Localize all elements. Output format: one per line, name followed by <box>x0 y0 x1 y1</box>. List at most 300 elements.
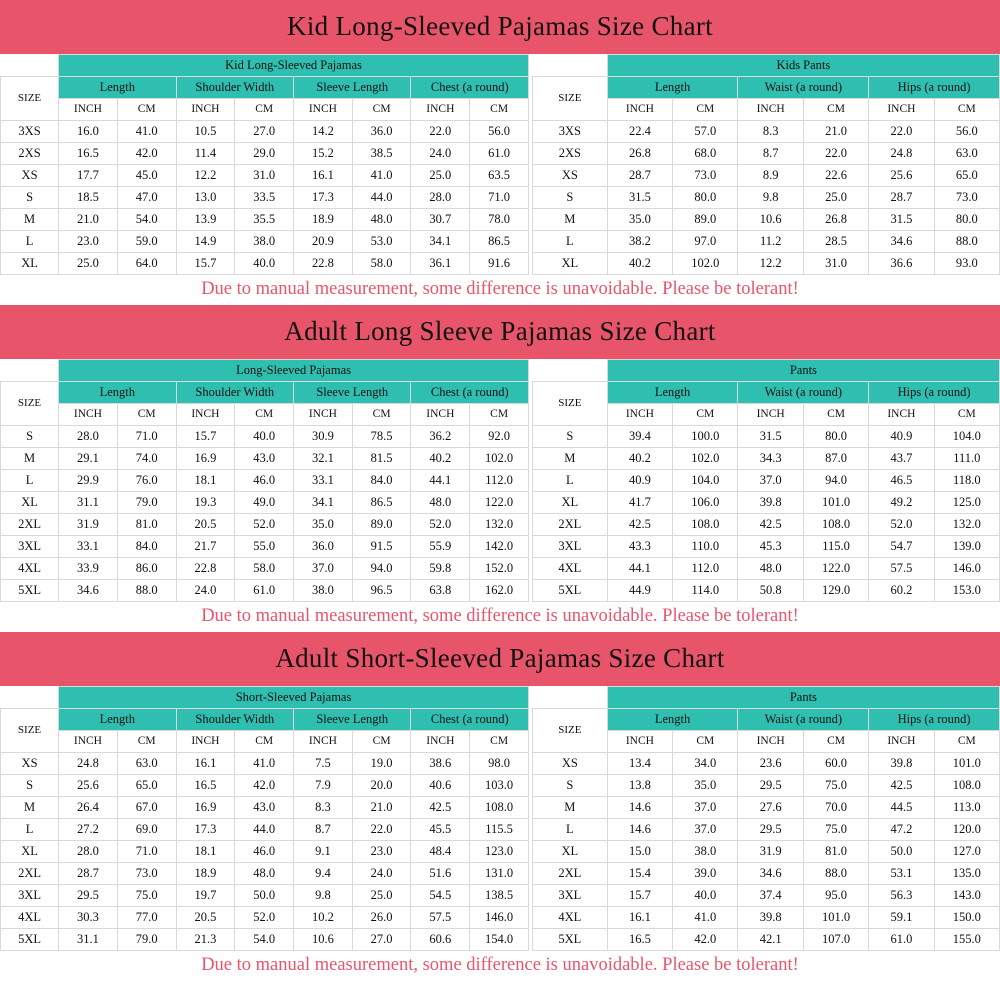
measurement-cell: 52.0 <box>235 514 294 536</box>
measurement-cell: 31.1 <box>59 492 118 514</box>
measurement-cell: 81.0 <box>117 514 176 536</box>
measurement-cell: 42.5 <box>738 514 803 536</box>
measurement-cell: 9.1 <box>294 841 353 863</box>
measurement-cell: 122.0 <box>803 558 868 580</box>
measurement-cell: 29.9 <box>59 470 118 492</box>
table-row <box>1 929 529 951</box>
measurement-cell: 37.4 <box>738 885 803 907</box>
unit-header: CM <box>117 99 176 121</box>
measurement-cell: 29.5 <box>738 819 803 841</box>
table-row <box>533 580 1000 602</box>
row-size-label: 4XL <box>533 907 608 929</box>
table-corner-blank <box>533 687 608 709</box>
measurement-cell: 76.0 <box>117 470 176 492</box>
unit-header: INCH <box>869 404 934 426</box>
table-row <box>1 143 529 165</box>
measurement-cell: 65.0 <box>117 775 176 797</box>
measurement-cell: 17.3 <box>176 819 235 841</box>
group-header: Chest (a round) <box>411 709 529 731</box>
measurement-cell: 33.1 <box>59 536 118 558</box>
measurement-cell: 61.0 <box>470 143 529 165</box>
measurement-cell: 42.1 <box>738 929 803 951</box>
table-row <box>533 143 1000 165</box>
row-size-label: XL <box>1 492 59 514</box>
measurement-cell: 9.8 <box>294 885 353 907</box>
chart-section <box>0 0 1000 305</box>
measurement-cell: 84.0 <box>117 536 176 558</box>
row-size-label: S <box>1 426 59 448</box>
unit-header: INCH <box>738 99 803 121</box>
measurement-cell: 113.0 <box>934 797 999 819</box>
measurement-cell: 12.2 <box>738 253 803 275</box>
measurement-cell: 44.9 <box>607 580 672 602</box>
row-size-label: L <box>1 231 59 253</box>
table-row <box>533 907 1000 929</box>
table-row <box>533 797 1000 819</box>
measurement-cell: 31.5 <box>607 187 672 209</box>
measurement-cell: 15.7 <box>607 885 672 907</box>
measurement-cell: 162.0 <box>470 580 529 602</box>
measurement-cell: 34.6 <box>738 863 803 885</box>
size-table-right <box>532 686 1000 951</box>
table-row <box>1 231 529 253</box>
measurement-cell: 16.1 <box>607 907 672 929</box>
measurement-cell: 71.0 <box>470 187 529 209</box>
measurement-cell: 16.0 <box>59 121 118 143</box>
unit-header: CM <box>470 731 529 753</box>
row-size-label: L <box>1 470 59 492</box>
unit-header: CM <box>934 99 999 121</box>
row-size-label: 2XL <box>533 863 608 885</box>
measurement-cell: 59.0 <box>117 231 176 253</box>
measurement-cell: 15.2 <box>294 143 353 165</box>
measurement-cell: 36.0 <box>294 536 353 558</box>
measurement-cell: 102.0 <box>470 448 529 470</box>
measurement-cell: 30.7 <box>411 209 470 231</box>
measurement-cell: 10.6 <box>294 929 353 951</box>
measurement-cell: 10.5 <box>176 121 235 143</box>
measurement-cell: 61.0 <box>235 580 294 602</box>
measurement-cell: 73.0 <box>673 165 738 187</box>
table-row <box>1 253 529 275</box>
unit-header: INCH <box>176 99 235 121</box>
measurement-cell: 38.5 <box>352 143 411 165</box>
right-table-wrap <box>532 54 1000 275</box>
measurement-cell: 28.7 <box>869 187 934 209</box>
section-banner-title: Kid Long-Sleeved Pajamas Size Chart <box>0 0 1000 54</box>
row-size-label: XS <box>1 165 59 187</box>
measurement-cell: 24.8 <box>59 753 118 775</box>
left-table-wrap <box>0 359 529 602</box>
measurement-cell: 44.1 <box>411 470 470 492</box>
measurement-cell: 112.0 <box>673 558 738 580</box>
size-column-header: SIZE <box>1 77 59 121</box>
table-row <box>533 536 1000 558</box>
measurement-cell: 63.0 <box>934 143 999 165</box>
table-row <box>533 209 1000 231</box>
measurement-cell: 23.6 <box>738 753 803 775</box>
measurement-cell: 25.0 <box>352 885 411 907</box>
measurement-cell: 37.0 <box>673 797 738 819</box>
measurement-cell: 22.0 <box>869 121 934 143</box>
measurement-cell: 48.0 <box>738 558 803 580</box>
measurement-cell: 103.0 <box>470 775 529 797</box>
measurement-cell: 111.0 <box>934 448 999 470</box>
measurement-cell: 65.0 <box>934 165 999 187</box>
measurement-cell: 8.7 <box>738 143 803 165</box>
measurement-cell: 107.0 <box>803 929 868 951</box>
measurement-cell: 51.6 <box>411 863 470 885</box>
measurement-cell: 38.0 <box>235 231 294 253</box>
row-size-label: 3XL <box>533 536 608 558</box>
unit-header: CM <box>673 99 738 121</box>
measurement-cell: 79.0 <box>117 929 176 951</box>
row-size-label: 5XL <box>533 580 608 602</box>
measurement-cell: 28.0 <box>411 187 470 209</box>
measurement-cell: 15.7 <box>176 426 235 448</box>
measurement-cell: 57.5 <box>869 558 934 580</box>
unit-header: INCH <box>176 731 235 753</box>
table-row <box>1 841 529 863</box>
measurement-cell: 63.5 <box>470 165 529 187</box>
measurement-cell: 70.0 <box>803 797 868 819</box>
size-column-header: SIZE <box>533 77 608 121</box>
right-table-wrap <box>532 359 1000 602</box>
measurement-cell: 32.1 <box>294 448 353 470</box>
measurement-cell: 19.3 <box>176 492 235 514</box>
measurement-cell: 20.0 <box>352 775 411 797</box>
table-corner-blank <box>1 360 59 382</box>
measurement-cell: 10.2 <box>294 907 353 929</box>
group-header: Waist (a round) <box>738 709 869 731</box>
table-row <box>533 753 1000 775</box>
measurement-cell: 59.1 <box>869 907 934 929</box>
row-size-label: S <box>533 426 608 448</box>
measurement-cell: 31.9 <box>738 841 803 863</box>
table-row <box>1 165 529 187</box>
row-size-label: S <box>1 775 59 797</box>
measurement-cell: 30.3 <box>59 907 118 929</box>
measurement-cell: 48.0 <box>235 863 294 885</box>
table-row <box>1 492 529 514</box>
measurement-cell: 20.5 <box>176 514 235 536</box>
group-header: Length <box>59 77 176 99</box>
measurement-cell: 114.0 <box>673 580 738 602</box>
measurement-cell: 16.9 <box>176 797 235 819</box>
measurement-cell: 56.0 <box>470 121 529 143</box>
measurement-cell: 42.5 <box>607 514 672 536</box>
measurement-cell: 43.7 <box>869 448 934 470</box>
measurement-cell: 39.8 <box>869 753 934 775</box>
row-size-label: 4XL <box>1 907 59 929</box>
measurement-cell: 88.0 <box>934 231 999 253</box>
table-row <box>1 448 529 470</box>
table-row <box>533 253 1000 275</box>
measurement-cell: 42.0 <box>673 929 738 951</box>
unit-header: INCH <box>869 99 934 121</box>
measurement-cell: 16.1 <box>176 753 235 775</box>
unit-header: CM <box>235 404 294 426</box>
measurement-cell: 27.0 <box>235 121 294 143</box>
measurement-cell: 24.0 <box>411 143 470 165</box>
size-column-header: SIZE <box>533 382 608 426</box>
measurement-cell: 29.0 <box>235 143 294 165</box>
measurement-cell: 9.8 <box>738 187 803 209</box>
measurement-cell: 108.0 <box>470 797 529 819</box>
unit-header: INCH <box>607 731 672 753</box>
measurement-cell: 63.0 <box>117 753 176 775</box>
measurement-cell: 150.0 <box>934 907 999 929</box>
measurement-cell: 47.2 <box>869 819 934 841</box>
measurement-cell: 75.0 <box>803 819 868 841</box>
chart-section <box>0 632 1000 981</box>
measurement-cell: 16.5 <box>607 929 672 951</box>
measurement-cell: 43.0 <box>235 797 294 819</box>
table-title: Short-Sleeved Pajamas <box>59 687 529 709</box>
row-size-label: M <box>1 448 59 470</box>
measurement-cell: 97.0 <box>673 231 738 253</box>
measurement-cell: 17.7 <box>59 165 118 187</box>
size-table-left <box>0 54 529 275</box>
measurement-cell: 28.0 <box>59 426 118 448</box>
measurement-cell: 24.0 <box>176 580 235 602</box>
measurement-cell: 42.5 <box>869 775 934 797</box>
measurement-cell: 34.0 <box>673 753 738 775</box>
measurement-cell: 54.5 <box>411 885 470 907</box>
measurement-cell: 25.0 <box>803 187 868 209</box>
measurement-cell: 18.1 <box>176 841 235 863</box>
measurement-cell: 16.9 <box>176 448 235 470</box>
row-size-label: S <box>1 187 59 209</box>
unit-header: INCH <box>294 404 353 426</box>
table-row <box>1 775 529 797</box>
measurement-cell: 63.8 <box>411 580 470 602</box>
measurement-disclaimer: Due to manual measurement, some difference is unavoidable. Please be tolerant! <box>0 951 1000 981</box>
measurement-cell: 102.0 <box>673 448 738 470</box>
unit-header: INCH <box>869 731 934 753</box>
measurement-cell: 50.0 <box>869 841 934 863</box>
measurement-cell: 88.0 <box>803 863 868 885</box>
measurement-cell: 80.0 <box>803 426 868 448</box>
group-header: Waist (a round) <box>738 382 869 404</box>
table-corner-blank <box>533 360 608 382</box>
measurement-cell: 57.0 <box>673 121 738 143</box>
measurement-cell: 15.4 <box>607 863 672 885</box>
table-title: Pants <box>607 360 999 382</box>
left-table-wrap <box>0 686 529 951</box>
row-size-label: M <box>1 209 59 231</box>
row-size-label: 3XL <box>533 885 608 907</box>
measurement-cell: 43.3 <box>607 536 672 558</box>
measurement-cell: 21.0 <box>59 209 118 231</box>
measurement-cell: 16.5 <box>59 143 118 165</box>
size-table-left <box>0 359 529 602</box>
measurement-cell: 27.2 <box>59 819 118 841</box>
measurement-cell: 53.0 <box>352 231 411 253</box>
table-row <box>1 470 529 492</box>
measurement-cell: 122.0 <box>470 492 529 514</box>
measurement-cell: 39.4 <box>607 426 672 448</box>
measurement-cell: 79.0 <box>117 492 176 514</box>
measurement-cell: 41.0 <box>235 753 294 775</box>
measurement-cell: 53.1 <box>869 863 934 885</box>
unit-header: CM <box>352 731 411 753</box>
group-header: Shoulder Width <box>176 77 293 99</box>
measurement-cell: 34.1 <box>294 492 353 514</box>
measurement-cell: 18.5 <box>59 187 118 209</box>
measurement-cell: 110.0 <box>673 536 738 558</box>
measurement-cell: 91.6 <box>470 253 529 275</box>
measurement-cell: 45.0 <box>117 165 176 187</box>
measurement-cell: 31.5 <box>869 209 934 231</box>
row-size-label: XS <box>1 753 59 775</box>
measurement-cell: 67.0 <box>117 797 176 819</box>
row-size-label: M <box>1 797 59 819</box>
unit-header: CM <box>117 404 176 426</box>
measurement-cell: 129.0 <box>803 580 868 602</box>
group-header: Length <box>607 709 738 731</box>
measurement-cell: 28.7 <box>59 863 118 885</box>
measurement-cell: 101.0 <box>934 753 999 775</box>
measurement-cell: 55.9 <box>411 536 470 558</box>
measurement-cell: 22.4 <box>607 121 672 143</box>
measurement-cell: 84.0 <box>352 470 411 492</box>
unit-header: INCH <box>607 99 672 121</box>
measurement-cell: 132.0 <box>934 514 999 536</box>
measurement-cell: 154.0 <box>470 929 529 951</box>
measurement-cell: 33.5 <box>235 187 294 209</box>
table-row <box>1 797 529 819</box>
measurement-cell: 52.0 <box>235 907 294 929</box>
left-table-wrap <box>0 54 529 275</box>
measurement-cell: 27.6 <box>738 797 803 819</box>
table-row <box>533 165 1000 187</box>
measurement-cell: 10.6 <box>738 209 803 231</box>
unit-header: CM <box>803 731 868 753</box>
measurement-cell: 61.0 <box>869 929 934 951</box>
measurement-cell: 101.0 <box>803 907 868 929</box>
group-header: Chest (a round) <box>411 77 529 99</box>
measurement-cell: 40.9 <box>869 426 934 448</box>
measurement-cell: 13.9 <box>176 209 235 231</box>
measurement-cell: 131.0 <box>470 863 529 885</box>
measurement-cell: 22.0 <box>411 121 470 143</box>
measurement-cell: 93.0 <box>934 253 999 275</box>
group-header: Length <box>59 709 176 731</box>
measurement-cell: 57.5 <box>411 907 470 929</box>
measurement-cell: 22.6 <box>803 165 868 187</box>
measurement-cell: 9.4 <box>294 863 353 885</box>
measurement-cell: 40.2 <box>607 253 672 275</box>
measurement-cell: 59.8 <box>411 558 470 580</box>
measurement-cell: 46.0 <box>235 841 294 863</box>
unit-header: CM <box>673 404 738 426</box>
section-banner-title: Adult Short-Sleeved Pajamas Size Chart <box>0 632 1000 686</box>
unit-header: INCH <box>294 731 353 753</box>
measurement-cell: 33.1 <box>294 470 353 492</box>
measurement-cell: 81.5 <box>352 448 411 470</box>
row-size-label: XL <box>533 841 608 863</box>
measurement-cell: 98.0 <box>470 753 529 775</box>
row-size-label: 2XS <box>533 143 608 165</box>
measurement-cell: 100.0 <box>673 426 738 448</box>
row-size-label: S <box>533 775 608 797</box>
group-header: Sleeve Length <box>294 77 411 99</box>
measurement-cell: 40.2 <box>607 448 672 470</box>
measurement-cell: 8.9 <box>738 165 803 187</box>
measurement-cell: 41.7 <box>607 492 672 514</box>
measurement-cell: 21.7 <box>176 536 235 558</box>
measurement-cell: 16.5 <box>176 775 235 797</box>
measurement-cell: 13.4 <box>607 753 672 775</box>
size-table-left <box>0 686 529 951</box>
measurement-cell: 35.0 <box>294 514 353 536</box>
unit-header: CM <box>352 404 411 426</box>
measurement-cell: 88.0 <box>117 580 176 602</box>
measurement-cell: 17.3 <box>294 187 353 209</box>
measurement-cell: 86.0 <box>117 558 176 580</box>
measurement-cell: 42.5 <box>411 797 470 819</box>
measurement-cell: 39.8 <box>738 907 803 929</box>
right-table-wrap <box>532 686 1000 951</box>
row-size-label: M <box>533 448 608 470</box>
table-row <box>1 536 529 558</box>
measurement-cell: 21.0 <box>803 121 868 143</box>
measurement-cell: 86.5 <box>470 231 529 253</box>
measurement-cell: 37.0 <box>738 470 803 492</box>
unit-header: INCH <box>59 99 118 121</box>
measurement-cell: 34.6 <box>869 231 934 253</box>
measurement-cell: 58.0 <box>352 253 411 275</box>
measurement-cell: 31.0 <box>235 165 294 187</box>
measurement-cell: 15.7 <box>176 253 235 275</box>
unit-header: INCH <box>59 731 118 753</box>
row-size-label: XL <box>1 253 59 275</box>
measurement-cell: 108.0 <box>673 514 738 536</box>
row-size-label: 5XL <box>533 929 608 951</box>
measurement-cell: 13.0 <box>176 187 235 209</box>
row-size-label: XL <box>1 841 59 863</box>
table-row <box>533 885 1000 907</box>
measurement-cell: 27.0 <box>352 929 411 951</box>
table-row <box>533 187 1000 209</box>
measurement-cell: 20.5 <box>176 907 235 929</box>
measurement-cell: 25.6 <box>59 775 118 797</box>
measurement-cell: 73.0 <box>934 187 999 209</box>
measurement-cell: 24.8 <box>869 143 934 165</box>
table-title: Long-Sleeved Pajamas <box>59 360 529 382</box>
unit-header: CM <box>934 404 999 426</box>
row-size-label: S <box>533 187 608 209</box>
measurement-cell: 22.0 <box>803 143 868 165</box>
unit-header: INCH <box>411 99 470 121</box>
measurement-cell: 42.0 <box>235 775 294 797</box>
measurement-cell: 89.0 <box>673 209 738 231</box>
measurement-cell: 91.5 <box>352 536 411 558</box>
measurement-cell: 28.5 <box>803 231 868 253</box>
measurement-cell: 47.0 <box>117 187 176 209</box>
measurement-cell: 8.3 <box>294 797 353 819</box>
measurement-cell: 40.6 <box>411 775 470 797</box>
group-header: Hips (a round) <box>869 709 1000 731</box>
row-size-label: 4XL <box>1 558 59 580</box>
table-row <box>1 819 529 841</box>
measurement-cell: 56.3 <box>869 885 934 907</box>
measurement-cell: 45.3 <box>738 536 803 558</box>
measurement-cell: 42.0 <box>117 143 176 165</box>
row-size-label: XS <box>533 165 608 187</box>
measurement-cell: 89.0 <box>352 514 411 536</box>
